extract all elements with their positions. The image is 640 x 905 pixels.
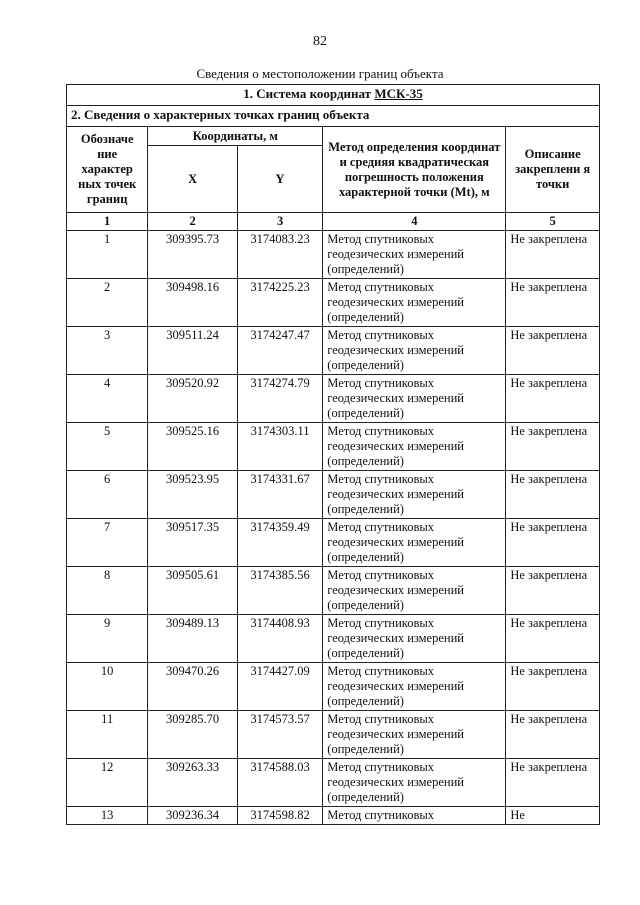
method-text: Метод спутниковых геодезических измерений (определений) (323, 519, 506, 567)
coordinate-x: 309489.13 (148, 615, 238, 663)
description-text: Не закреплена (506, 567, 600, 615)
section-title: 2. Сведения о характерных точках границ объекта (67, 106, 600, 127)
coordinate-x: 309505.61 (148, 567, 238, 615)
column-number: 1 (67, 213, 148, 231)
coordinate-y: 3174303.11 (237, 423, 322, 471)
table-row (67, 423, 600, 471)
coordinate-y: 3174331.67 (237, 471, 322, 519)
coordinate-system-name: МСК-35 (374, 86, 423, 101)
coordinate-y: 3174427.09 (237, 663, 322, 711)
description-text: Не закреплена (506, 711, 600, 759)
coordinate-y: 3174274.79 (237, 375, 322, 423)
description-text: Не закреплена (506, 279, 600, 327)
method-text: Метод спутниковых геодезических измерений (определений) (323, 327, 506, 375)
point-number: 2 (67, 279, 148, 327)
column-number: 2 (148, 213, 238, 231)
method-text: Метод спутниковых геодезических измерений (определений) (323, 615, 506, 663)
point-number: 11 (67, 711, 148, 759)
method-text: Метод спутниковых геодезических измерений (определений) (323, 423, 506, 471)
method-text: Метод спутниковых геодезических измерений (определений) (323, 759, 506, 807)
table-row (67, 567, 600, 615)
point-number: 4 (67, 375, 148, 423)
table-row (67, 711, 600, 759)
point-number: 3 (67, 327, 148, 375)
header-y: Y (237, 146, 322, 213)
description-text: Не закреплена (506, 615, 600, 663)
coordinate-x: 309523.95 (148, 471, 238, 519)
method-text: Метод спутниковых (323, 807, 506, 825)
coordinate-y: 3174588.03 (237, 759, 322, 807)
coordinate-y: 3174598.82 (237, 807, 322, 825)
coordinate-x: 309263.33 (148, 759, 238, 807)
point-number: 8 (67, 567, 148, 615)
coordinate-x: 309498.16 (148, 279, 238, 327)
table-body (67, 231, 600, 825)
coordinate-system-cell (67, 85, 600, 106)
header-description: Описание закреплени я точки (506, 127, 600, 213)
section-title-row (67, 106, 600, 127)
description-text: Не закреплена (506, 663, 600, 711)
header-x: X (148, 146, 238, 213)
point-number: 5 (67, 423, 148, 471)
table-row (67, 327, 600, 375)
coordinate-x: 309395.73 (148, 231, 238, 279)
coordinate-system-prefix: 1. Система координат (243, 86, 375, 101)
coordinate-x: 309517.35 (148, 519, 238, 567)
coordinate-x: 309236.34 (148, 807, 238, 825)
column-number: 3 (237, 213, 322, 231)
table-row (67, 759, 600, 807)
coordinate-y: 3174385.56 (237, 567, 322, 615)
coordinate-x: 309511.24 (148, 327, 238, 375)
method-text: Метод спутниковых геодезических измерений (определений) (323, 471, 506, 519)
description-text: Не закреплена (506, 375, 600, 423)
table-row (67, 519, 600, 567)
method-text: Метод спутниковых геодезических измерений (определений) (323, 279, 506, 327)
point-number: 9 (67, 615, 148, 663)
method-text: Метод спутниковых геодезических измерений (определений) (323, 663, 506, 711)
coordinate-system-row (67, 85, 600, 106)
boundary-points-table (66, 84, 600, 825)
description-text: Не закреплена (506, 231, 600, 279)
point-number: 7 (67, 519, 148, 567)
method-text: Метод спутниковых геодезических измерений (определений) (323, 711, 506, 759)
point-number: 6 (67, 471, 148, 519)
table-row (67, 615, 600, 663)
description-text: Не закреплена (506, 327, 600, 375)
description-text: Не закреплена (506, 759, 600, 807)
coordinate-y: 3174408.93 (237, 615, 322, 663)
document-caption: Сведения о местоположении границ объекта (196, 66, 444, 81)
coordinate-y: 3174083.23 (237, 231, 322, 279)
coordinate-y: 3174247.47 (237, 327, 322, 375)
header-designation: Обозначе ние характер ных точек границ (67, 127, 148, 213)
point-number: 13 (67, 807, 148, 825)
column-number: 5 (506, 213, 600, 231)
table-row (67, 663, 600, 711)
column-number: 4 (323, 213, 506, 231)
table-row (67, 231, 600, 279)
coordinate-y: 3174573.57 (237, 711, 322, 759)
coordinate-x: 309285.70 (148, 711, 238, 759)
description-text: Не закреплена (506, 471, 600, 519)
header-row-1 (67, 127, 600, 146)
header-coordinates: Координаты, м (148, 127, 323, 146)
method-text: Метод спутниковых геодезических измерений (определений) (323, 375, 506, 423)
coordinate-x: 309525.16 (148, 423, 238, 471)
coordinate-y: 3174225.23 (237, 279, 322, 327)
coordinate-x: 309470.26 (148, 663, 238, 711)
page-number: 82 (313, 34, 327, 49)
table-row (67, 471, 600, 519)
description-text: Не закреплена (506, 519, 600, 567)
method-text: Метод спутниковых геодезических измерений (определений) (323, 567, 506, 615)
header-method: Метод определения координат и средняя квадратическая погрешность положения характерной точки (Mt), м (323, 127, 506, 213)
description-text: Не закреплена (506, 423, 600, 471)
point-number: 10 (67, 663, 148, 711)
description-text: Не (506, 807, 600, 825)
coordinate-y: 3174359.49 (237, 519, 322, 567)
method-text: Метод спутниковых геодезических измерений (определений) (323, 231, 506, 279)
table-row (67, 279, 600, 327)
point-number: 12 (67, 759, 148, 807)
column-number-row (67, 213, 600, 231)
table-row (67, 807, 600, 825)
point-number: 1 (67, 231, 148, 279)
coordinate-x: 309520.92 (148, 375, 238, 423)
table-row (67, 375, 600, 423)
